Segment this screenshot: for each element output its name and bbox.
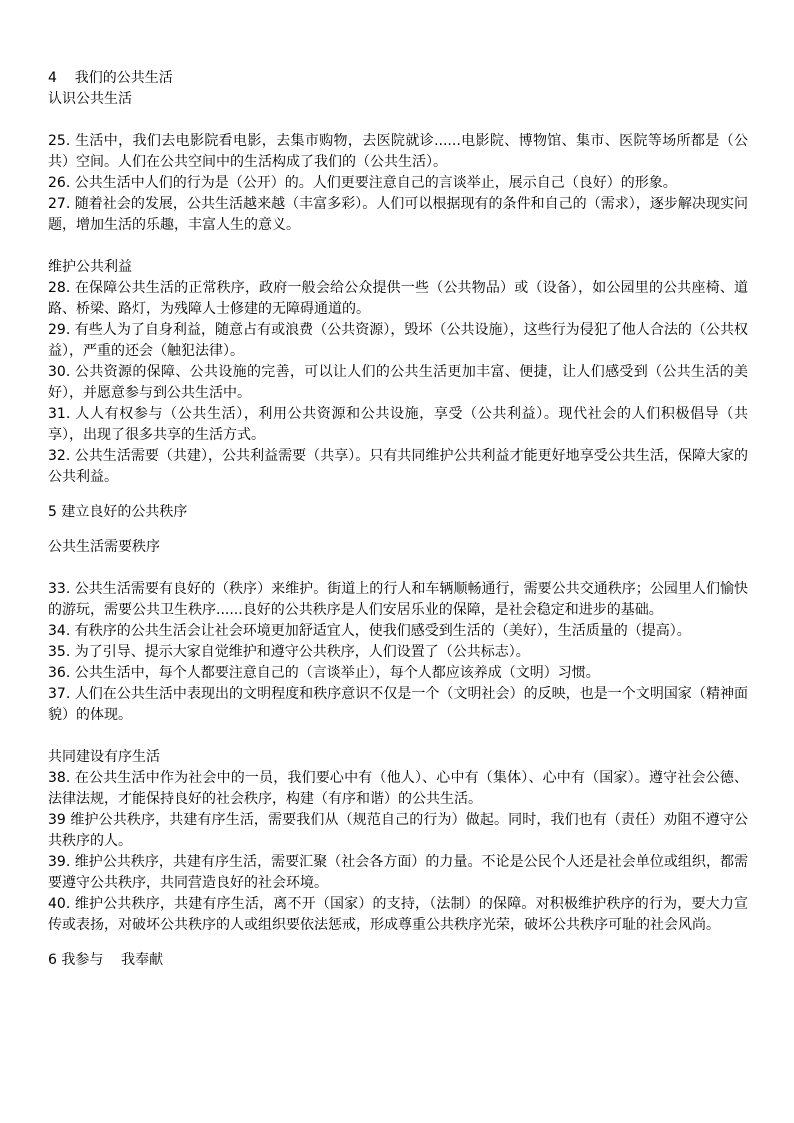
section-heading-build: 共同建设有序生活 bbox=[48, 749, 160, 765]
list-item: 36. 公共生活中，每个人都要注意自己的（言谈举止），每个人都应该养成（文明）习惯。 bbox=[48, 665, 600, 681]
list-item: 26. 公共生活中人们的行为是（公开）的。人们更要注意自己的言谈举止，展示自己（良好）的形象。 bbox=[48, 175, 677, 191]
list-item: 30. 公共资源的保障、公共设施的完善，可以让人们的公共生活更加丰富、便捷，让人们感受到（公共生活的美好），并愿意参与到公共生活中。 bbox=[48, 364, 748, 401]
list-item: 33. 公共生活需要有良好的（秩序）来维护。街道上的行人和车辆顺畅通行，需要公共交通秩序；公园里人们愉快的游玩，需要公共卫生秩序......良好的公共秩序是人们安居乐业的保障，是社会稳定和进步的基础。 bbox=[48, 581, 748, 618]
list-item: 37. 人们在公共生活中表现出的文明程度和秩序意识不仅是一个（文明社会）的反映，也是一个文明国家（精神面貌）的体现。 bbox=[48, 686, 748, 723]
list-item: 31. 人人有权参与（公共生活），利用公共资源和公共设施，享受（公共利益）。现代社会的人们积极倡导（共享），出现了很多共享的生活方式。 bbox=[48, 406, 748, 443]
chapter-5-title: 5 建立良好的公共秩序 bbox=[48, 504, 188, 520]
section-heading-order: 公共生活需要秩序 bbox=[48, 539, 160, 555]
list-item: 29. 有些人为了自身利益，随意占有或浪费（公共资源），毁坏（公共设施），这些行为侵犯了他人合法的（公共权益），严重的还会（触犯法律）。 bbox=[48, 322, 748, 359]
list-item: 38. 在公共生活中作为社会中的一员，我们要心中有（他人）、心中有（集体）、心中有（国家）。遵守社会公德、法律法规，才能保持良好的社会秩序，构建（有序和谐）的公共生活。 bbox=[48, 770, 748, 807]
section-heading-maintain: 维护公共利益 bbox=[48, 259, 132, 275]
list-item: 39 维护公共秩序，共建有序生活，需要我们从（规范自己的行为）做起。同时，我们也有（责任）劝阻不遵守公共秩序的人。 bbox=[48, 812, 748, 849]
list-item: 39. 维护公共秩序，共建有序生活，需要汇聚（社会各方面）的力量。不论是公民个人还是社会单位或组织，都需要遵守公共秩序，共同营造良好的社会环境。 bbox=[48, 854, 748, 891]
list-item: 34. 有秩序的公共生活会让社会环境更加舒适宜人，使我们感受到生活的（美好），生活质量的（提高）。 bbox=[48, 623, 691, 639]
list-item: 27. 随着社会的发展，公共生活越来越（丰富多彩）。人们可以根据现有的条件和自己的（需求），逐步解决现实问题，增加生活的乐趣，丰富人生的意义。 bbox=[48, 196, 748, 233]
list-item: 35. 为了引导、提示大家自觉维护和遵守公共秩序，人们设置了（公共标志）。 bbox=[48, 644, 530, 660]
list-item: 40. 维护公共秩序，共建有序生活，离不开（国家）的支持，（法制）的保障。对积极维护秩序的行为，要大力宣传或表扬，对破坏公共秩序的人或组织要依法惩戒，形成尊重公共秩序光荣，破坏公共秩序可耻的社会风尚。 bbox=[48, 896, 748, 933]
list-item: 28. 在保障公共生活的正常秩序，政府一般会给公众提供一些（公共物品）或（设备），如公园里的公共座椅、道路、桥梁、路灯，为残障人士修建的无障碍通道的。 bbox=[48, 280, 748, 317]
section-heading-recognize: 认识公共生活 bbox=[48, 91, 132, 107]
chapter-6-title: 6 我参与 我奉献 bbox=[48, 952, 164, 968]
list-item: 25. 生活中，我们去电影院看电影，去集市购物，去医院就诊......电影院、博物馆、集市、医院等场所都是（公共）空间。人们在公共空间中的生活构成了我们的（公共生活）。 bbox=[48, 133, 748, 170]
list-item: 32. 公共生活需要（共建），公共利益需要（共享）。只有共同维护公共利益才能更好地享受公共生活，保障大家的公共利益。 bbox=[48, 448, 748, 485]
chapter-4-title: 4 我们的公共生活 bbox=[48, 70, 173, 86]
document-page bbox=[48, 68, 748, 971]
